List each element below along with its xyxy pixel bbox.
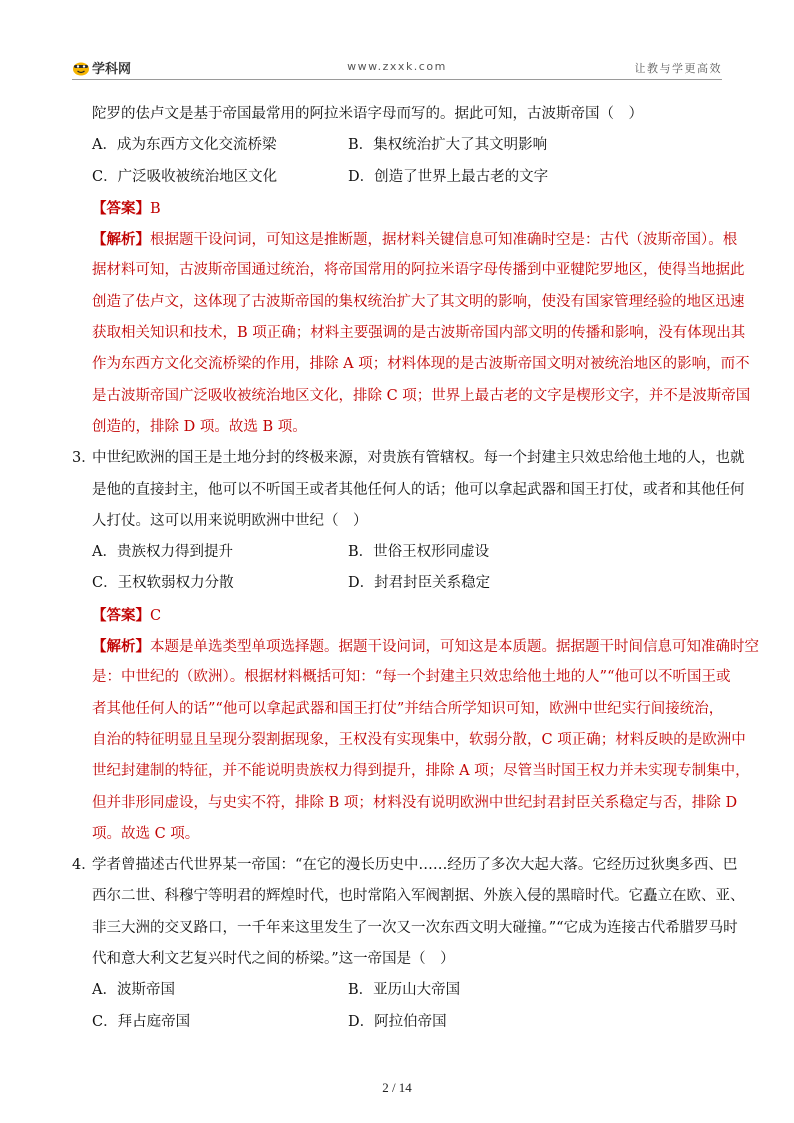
q2-analysis-line: 创造的，排除 D 项。故选 B 项。 [92, 418, 307, 435]
q2-analysis-line: 【解析】根据题干设问词，可知这是推断题，据材料关键信息可知准确时空是：古代（波斯帝国）。根 [92, 231, 738, 249]
q3-option-d: D．封君封臣关系稳定 [348, 575, 491, 592]
q4-options-row-2 [72, 1007, 722, 1038]
q2-analysis-label: 【解析】 [92, 231, 150, 249]
q2-options-row-2 [72, 162, 722, 193]
q4-stem-line: 西尔二世、科穆宁等明君的辉煌时代，也时常陷入军阀割据、外族入侵的黑暗时代。它矗立在欧、亚、 [92, 888, 745, 905]
q3-option-a: A．贵族权力得到提升 [92, 544, 233, 561]
q4-number: 4． [72, 857, 96, 874]
q4-options-row-1 [72, 975, 722, 1006]
logo-text: 学科网 [92, 62, 132, 77]
q3-options-row-2 [72, 568, 722, 599]
q4-option-d: D．阿拉伯帝国 [348, 1013, 447, 1030]
q3-analysis-line: 【解析】本题是单选类型单项选择题。据题干设问词，可知这是本质题。据据题干时间信息可知准确时空 [92, 638, 759, 656]
q2-option-a: A．成为东西方文化交流桥梁 [92, 137, 277, 154]
q3-option-b: B．世俗王权形同虚设 [348, 544, 490, 561]
q2-analysis-line: 作为东西方文化交流桥梁的作用，排除 A 项；材料体现的是古波斯帝国文明对被统治地区的影响，而不 [92, 356, 750, 373]
q3-analysis-line: 但并非形同虚设，与史实不符，排除 B 项；材料没有说明欧洲中世纪封君封臣关系稳定与否，排除 D [92, 794, 738, 811]
q3-answer-label: 【答案】 [92, 606, 150, 624]
q2-options-row-1 [72, 130, 722, 161]
q3-stem-line: 是他的直接封主，他可以不听国王或者其他任何人的话；他可以拿起武器和国王打仗，或者和其他任何 [92, 481, 745, 498]
q3-number: 3． [72, 450, 96, 467]
q2-option-d: D．创造了世界上最古老的文字 [348, 168, 549, 185]
q3-answer [72, 600, 722, 631]
q2-answer-label: 【答案】 [92, 199, 150, 217]
q3-option-c: C．王权软弱权力分散 [92, 575, 234, 592]
q4-stem-line: 非三大洲的交叉路口，一千年来这里发生了一次又一次东西文明大碰撞。”“它成为连接古代希腊罗马时 [92, 919, 738, 936]
q3-stem-line: 3． 中世纪欧洲的国王是土地分封的终极来源，对贵族有管辖权。每一个封建主只效忠给他土地的人，也就 [72, 443, 722, 474]
q3-analysis-line: 自治的特征明显且呈现分裂割据现象，王权没有实现集中，软弱分散，C 项正确；材料反映的是欧洲中 [92, 731, 746, 748]
q2-analysis-line: 是古波斯帝国广泛吸收被统治地区文化，排除 C 项；世界上最古老的文字是楔形文字，并不是波斯帝国 [92, 387, 751, 404]
q2-stem-tail: 陀罗的佉卢文是基于帝国最常用的阿拉米语字母而写的。据此可知，古波斯帝国（ ） [92, 106, 643, 122]
q3-analysis-line: 是：中世纪的（欧洲）。根据材料概括可知：“每一个封建主只效忠给他土地的人”“他可以不听国王或 [92, 669, 731, 686]
q2-analysis-line: 获取相关知识和技术，B 项正确；材料主要强调的是古波斯帝国内部文明的传播和影响，没有体现出其 [92, 325, 746, 342]
q3-answer-value: C [150, 607, 162, 624]
q2-answer [72, 193, 722, 224]
q4-option-c: C．拜占庭帝国 [92, 1013, 191, 1030]
q2-option-b: B．集权统治扩大了其文明影响 [348, 137, 548, 154]
q2-analysis-line: 据材料可知，古波斯帝国通过统治，将帝国常用的阿拉米语字母传播到中亚犍陀罗地区，使得当地据此 [92, 262, 745, 279]
q4-option-a: A．波斯帝国 [92, 982, 175, 999]
q2-option-c: C．广泛吸收被统治地区文化 [92, 168, 278, 185]
document-body [72, 99, 759, 1038]
q4-stem-line: 代和意大利文艺复兴时代之间的桥梁。”这一帝国是（ ） [92, 951, 455, 968]
page-header [72, 58, 722, 80]
site-slogan: 让教与学更高效 [634, 62, 722, 75]
q2-analysis-line: 创造了佉卢文，这体现了古波斯帝国的集权统治扩大了其文明的影响，使没有国家管理经验的地区迅速 [92, 293, 745, 310]
q3-analysis-line: 项。故选 C 项。 [92, 825, 200, 842]
q3-options-row-1 [72, 537, 722, 568]
q3-stem-line: 人打仗。这可以用来说明欧洲中世纪（ ） [92, 512, 368, 529]
q3-analysis-label: 【解析】 [92, 638, 150, 656]
page-number: 2 / 14 [382, 1080, 412, 1095]
site-url[interactable]: www.zxxk.com [347, 60, 447, 73]
q3-analysis-line: 者其他任何人的话”“他可以拿起武器和国王打仗”并结合所学知识可知，欧洲中世纪实行间接统治， [92, 700, 724, 717]
q3-analysis-line: 世纪封建制的特征，并不能说明贵族权力得到提升，排除 A 项；尽管当时国王权力并未实现专制集中， [92, 763, 750, 780]
q2-answer-value: B [150, 200, 161, 217]
q4-option-b: B．亚历山大帝国 [348, 982, 461, 999]
q4-stem-line: 4． 学者曾描述古代世界某一帝国：“在它的漫长历史中……经历了多次大起大落。它经历过狄奥多西、巴 [72, 850, 722, 881]
